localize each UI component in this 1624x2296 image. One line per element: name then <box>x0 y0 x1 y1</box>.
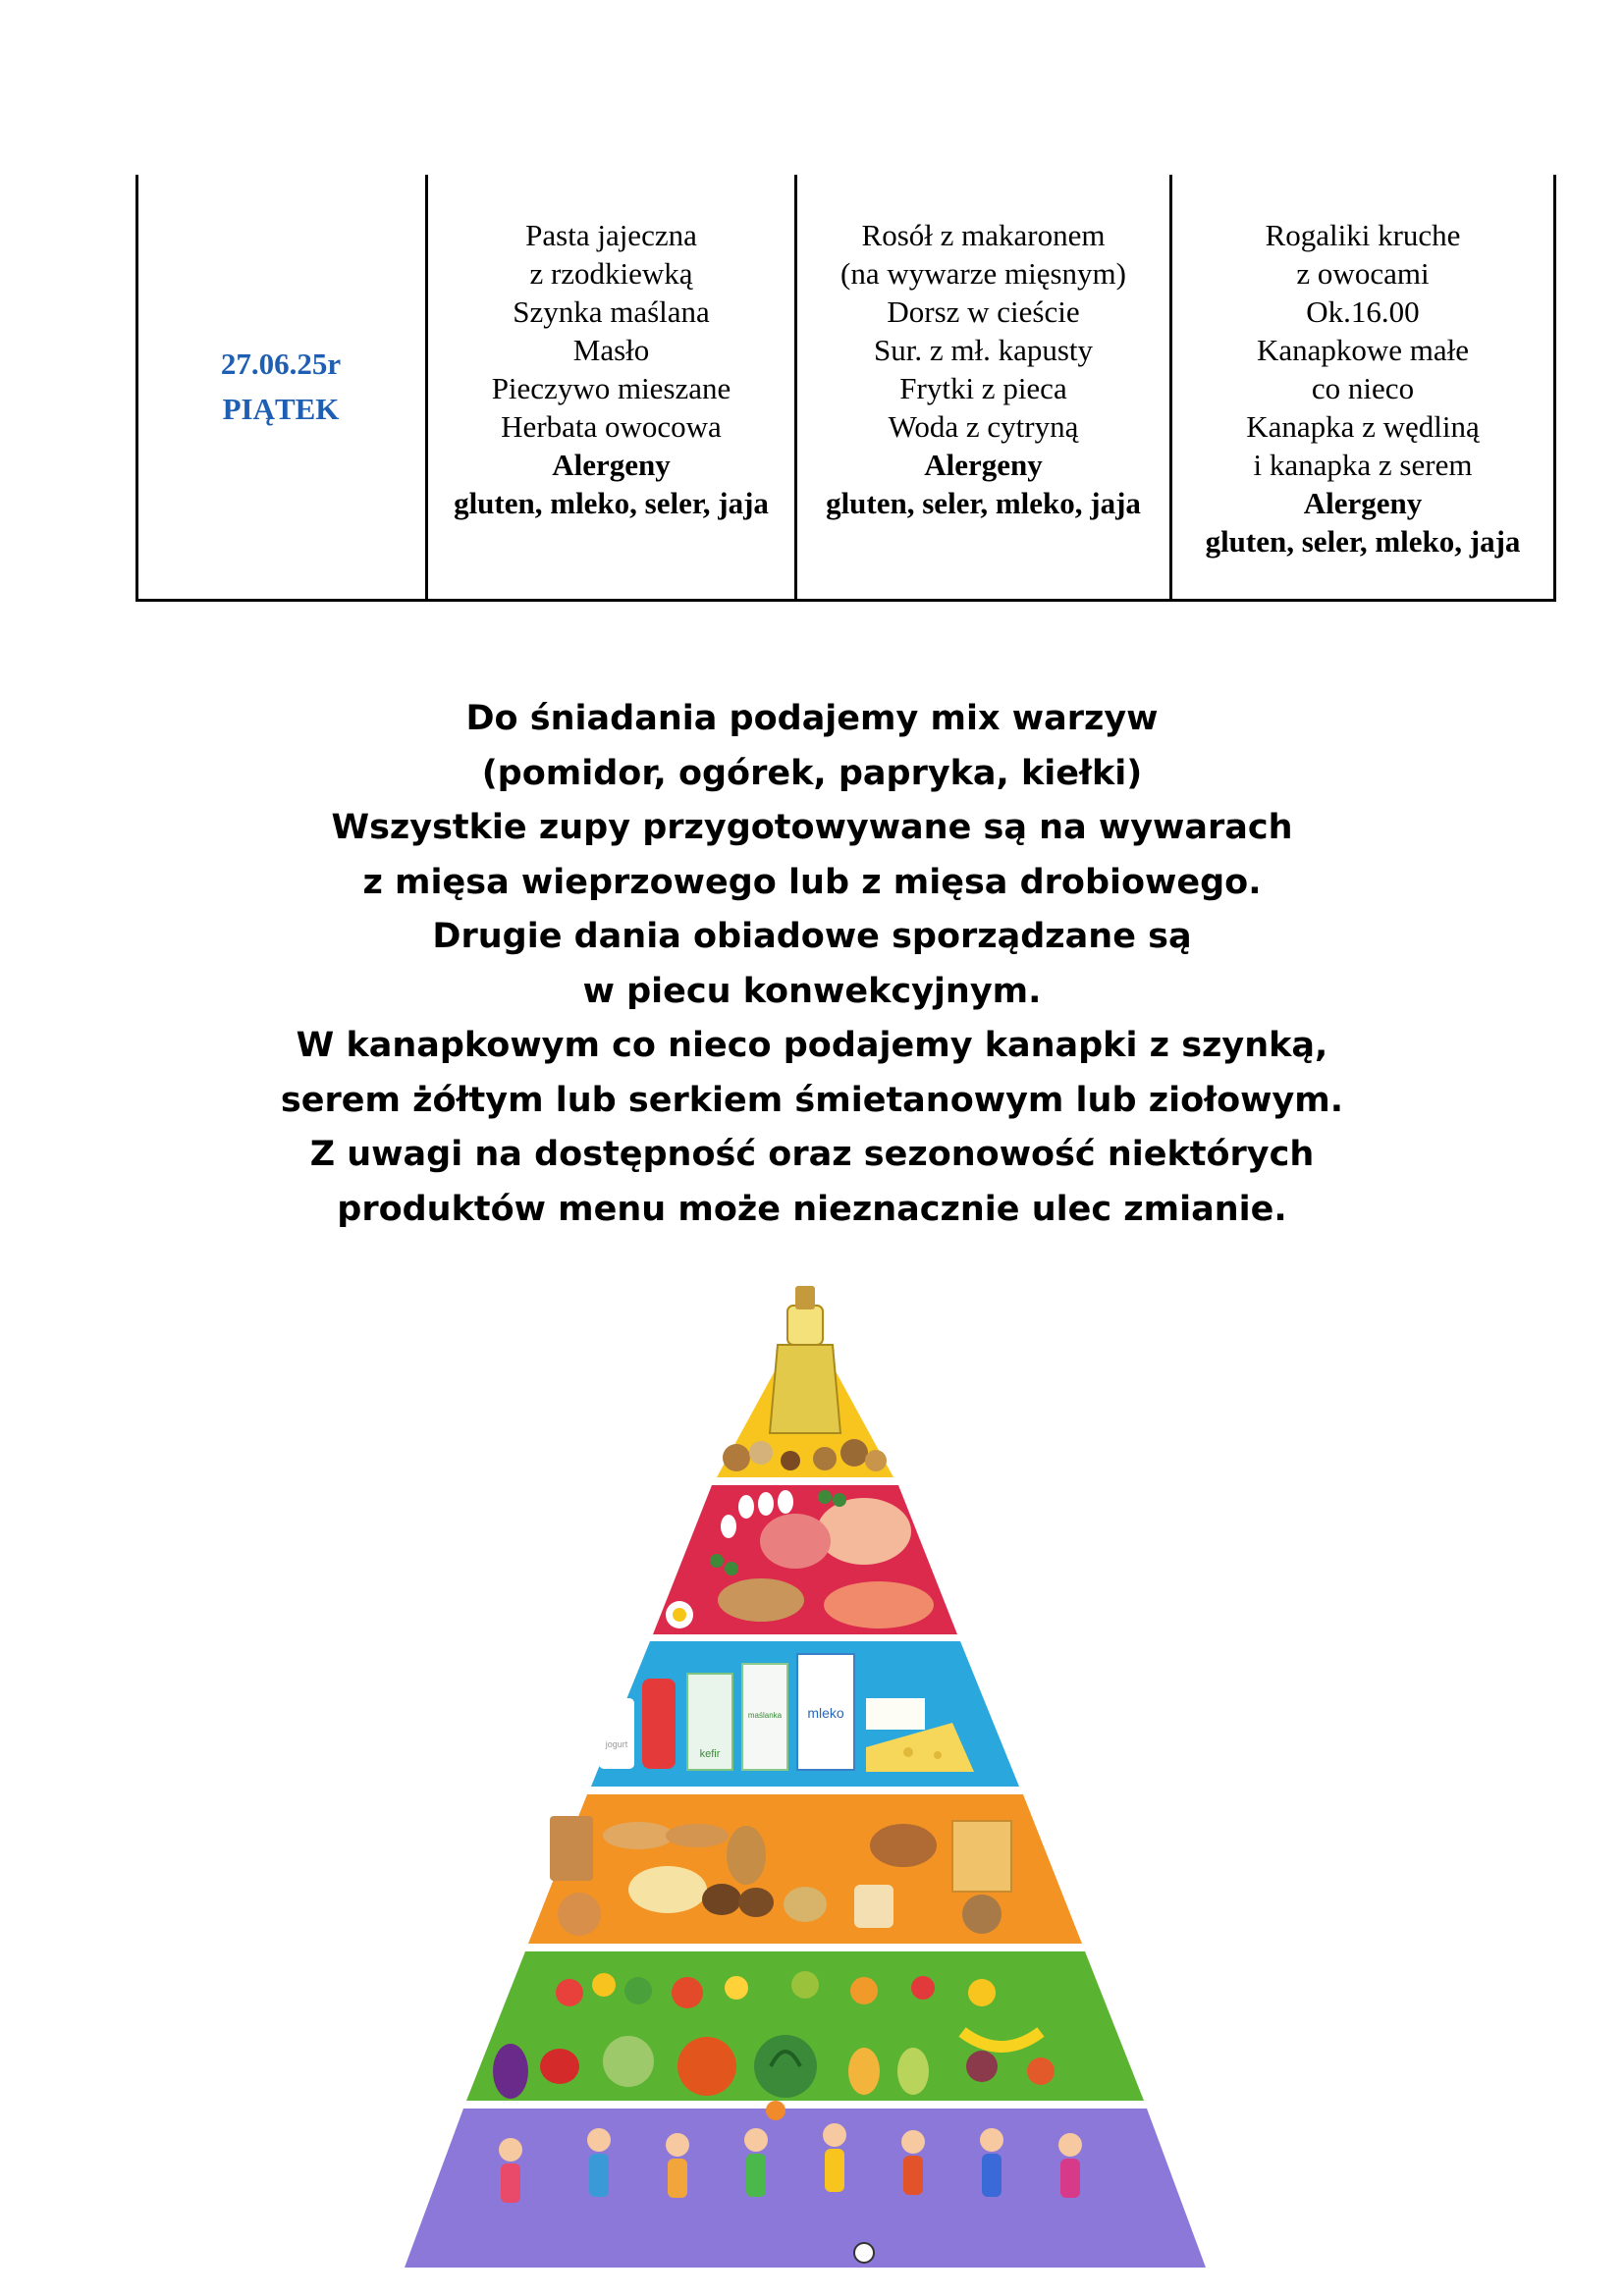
pyramid-tier-activity <box>405 2101 1206 2268</box>
pyramid-tier-dairy <box>591 1641 1019 1787</box>
table-border-bottom <box>135 599 1556 602</box>
food-pyramid-illustration <box>275 1286 1335 2277</box>
snack-cell <box>1172 216 1553 561</box>
lunch-allergens: gluten, seler, mleko, jaja <box>826 486 1141 520</box>
note-line: Drugie dania obiadowe sporządzane są <box>432 917 1192 956</box>
snack-item: co nieco <box>1311 371 1415 405</box>
note-line: produktów menu może nieznacznie ulec zmianie. <box>337 1189 1287 1229</box>
note-line: W kanapkowym co nieco podajemy kanapki z szynką, <box>296 1026 1328 1065</box>
snack-item: Ok.16.00 <box>1306 294 1420 329</box>
breakfast-allergens: gluten, mleko, seler, jaja <box>454 486 769 520</box>
menu-date: 27.06.25r <box>220 347 342 381</box>
maslanka-label: maślanka <box>747 1711 783 1720</box>
lunch-item: Sur. z mł. kapusty <box>873 333 1094 367</box>
lunch-item: Rosół z makaronem <box>861 218 1106 252</box>
lunch-item: Frytki z pieca <box>899 371 1067 405</box>
breakfast-item: z rzodkiewką <box>529 256 693 291</box>
snack-item: Kanapka z wędliną <box>1246 409 1480 444</box>
breakfast-item: Herbata owocowa <box>501 409 722 444</box>
lunch-cell <box>797 216 1169 522</box>
note-line: Do śniadania podajemy mix warzyw <box>465 699 1159 738</box>
snack-item: Kanapkowe małe <box>1256 333 1470 367</box>
note-line: w piecu konwekcyjnym. <box>582 971 1042 1011</box>
snack-allergen-label: Alergeny <box>1303 486 1423 520</box>
breakfast-item: Szynka maślana <box>513 294 710 329</box>
lunch-item: (na wywarze mięsnym) <box>840 256 1126 291</box>
day-cell <box>135 175 426 599</box>
breakfast-allergen-label: Alergeny <box>552 448 671 482</box>
menu-weekday: PIĄTEK <box>222 392 340 426</box>
lunch-item: Dorsz w cieście <box>887 294 1080 329</box>
note-line: (pomidor, ogórek, papryka, kiełki) <box>481 753 1143 793</box>
menu-table <box>135 175 1556 602</box>
note-line: Wszystkie zupy przygotowywane są na wywarach <box>331 808 1293 847</box>
snack-allergens: gluten, seler, mleko, jaja <box>1205 524 1521 559</box>
table-border-right <box>1553 175 1556 602</box>
menu-notes <box>0 692 1624 1237</box>
pyramid-tier-fats <box>717 1286 893 1477</box>
breakfast-item: Pieczywo mieszane <box>491 371 731 405</box>
breakfast-item: Masło <box>572 333 650 367</box>
breakfast-item: Pasta jajeczna <box>525 218 697 252</box>
pyramid-tier-protein <box>653 1485 957 1634</box>
snack-item: Rogaliki kruche <box>1265 218 1461 252</box>
pyramid-tier-vegetables <box>466 1951 1144 2101</box>
pyramid-tier-grains <box>528 1794 1082 1944</box>
snack-item: z owocami <box>1296 256 1430 291</box>
yogurt-label: jogurt <box>605 1739 628 1749</box>
breakfast-cell <box>428 216 794 522</box>
lunch-item: Woda z cytryną <box>888 409 1079 444</box>
note-line: z mięsa wieprzowego lub z mięsa drobiowego. <box>362 862 1262 902</box>
note-line: serem żółtym lub serkiem śmietanowym lub ziołowym. <box>280 1080 1344 1120</box>
kefir-label: kefir <box>699 1748 721 1760</box>
note-line: Z uwagi na dostępność oraz sezonowość niektórych <box>309 1135 1315 1174</box>
lunch-allergen-label: Alergeny <box>924 448 1043 482</box>
snack-item: i kanapka z serem <box>1253 448 1473 482</box>
milk-label: mleko <box>807 1705 844 1721</box>
